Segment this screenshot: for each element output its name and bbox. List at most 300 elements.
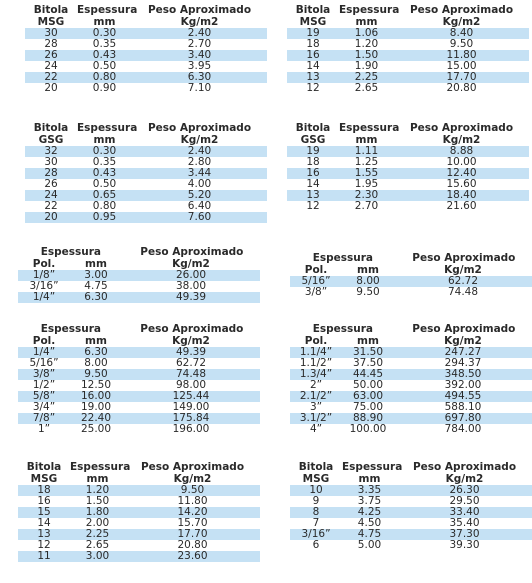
- header-peso: Peso Aproximado: [409, 122, 514, 134]
- table-cell: 0.43: [92, 49, 117, 61]
- table-row: [25, 157, 267, 168]
- table-header: [290, 252, 532, 264]
- table-cell: 35.40: [449, 517, 480, 529]
- table-row: [25, 168, 267, 179]
- table-cell: 7/8”: [32, 412, 56, 424]
- table-row: [290, 391, 532, 402]
- header-peso: Peso Aproximado: [412, 252, 516, 264]
- header-unit-kgm2: Kg/m2: [172, 258, 210, 270]
- table-cell: 20: [44, 211, 58, 223]
- table-cell: 49.39: [175, 346, 207, 358]
- header-peso: Peso Aproximado: [409, 4, 514, 16]
- header-unit-mm: mm: [357, 335, 379, 347]
- table-cell: 0.35: [92, 38, 117, 50]
- header-espessura: Espessura: [312, 252, 373, 264]
- table-cell: 392.00: [444, 379, 482, 391]
- table-cell: 0.35: [92, 156, 117, 168]
- table-cell: 6.30: [187, 71, 212, 83]
- table-cell: 4.75: [84, 280, 108, 292]
- table-cell: 1.11: [354, 145, 379, 157]
- table-cell: 0.80: [92, 71, 117, 83]
- header-unit-mm: mm: [86, 473, 109, 485]
- header-unit-mm: mm: [85, 258, 107, 270]
- table-cell: 2.65: [85, 539, 110, 551]
- table-row: [290, 496, 532, 507]
- header-peso: Peso Aproximado: [147, 4, 252, 16]
- table-cell: 0.65: [92, 189, 117, 201]
- header-espessura: Espessura: [77, 4, 138, 16]
- table-cell: 3/16”: [29, 280, 59, 292]
- table-cell: 12: [306, 82, 320, 94]
- table-cell: 247.27: [444, 346, 482, 358]
- table-cell: 20.80: [446, 82, 477, 94]
- table-cell: 8.00: [84, 357, 108, 369]
- table-msg-2: [287, 4, 529, 94]
- table-cell: 348.50: [444, 368, 482, 380]
- header-unit-kgm2: Kg/m2: [445, 473, 484, 485]
- table-cell: 25.00: [80, 423, 112, 435]
- header-espessura: Espessura: [70, 461, 131, 473]
- table-cell: 3”: [309, 401, 323, 413]
- table-cell: 4.50: [357, 517, 382, 529]
- table-msg-3: [18, 461, 260, 562]
- table-subheader: [287, 134, 529, 146]
- header-unit-pol: Pol.: [32, 335, 56, 347]
- table-cell: 4.00: [187, 178, 212, 190]
- table-cell: 14.20: [177, 506, 208, 518]
- header-peso: Peso Aproximado: [140, 461, 245, 473]
- table-cell: 9.50: [449, 38, 474, 50]
- table-msg-1: [25, 4, 267, 94]
- table-cell: 16: [37, 495, 51, 507]
- header-unit-kgm2: Kg/m2: [442, 134, 481, 146]
- table-cell: 3.40: [187, 49, 212, 61]
- table-row: [25, 179, 267, 190]
- table-cell: 14: [306, 60, 320, 72]
- table-cell: 1/4”: [32, 346, 56, 358]
- table-cell: 1/4”: [32, 291, 56, 303]
- header-espessura: Espessura: [312, 323, 373, 335]
- table-cell: 16.00: [80, 390, 112, 402]
- table-cell: 3/4”: [32, 401, 56, 413]
- table-row: [18, 507, 260, 518]
- table-row: [18, 529, 260, 540]
- table-cell: 39.30: [449, 539, 480, 551]
- table-cell: 26: [44, 178, 58, 190]
- table-cell: 0.30: [92, 145, 117, 157]
- table-cell: 88.90: [352, 412, 384, 424]
- table-cell: 30: [44, 156, 58, 168]
- table-cell: 5/16”: [301, 275, 331, 287]
- table-cell: 22.40: [80, 412, 112, 424]
- table-cell: 3.75: [357, 495, 382, 507]
- table-cell: 19.00: [80, 401, 112, 413]
- table-cell: 12: [37, 539, 51, 551]
- header-unit-msg: MSG: [37, 16, 65, 28]
- header-peso: Peso Aproximado: [412, 461, 517, 473]
- header-unit-kgm2: Kg/m2: [444, 264, 482, 276]
- table-cell: 4”: [309, 423, 323, 435]
- table-cell: 0.50: [92, 178, 117, 190]
- header-unit-gsg: GSG: [38, 134, 64, 146]
- table-row: [18, 518, 260, 529]
- header-espessura: Espessura: [339, 122, 400, 134]
- table-header: [25, 4, 267, 16]
- table-cell: 100.00: [349, 423, 387, 435]
- table-row: [287, 39, 529, 50]
- table-cell: 494.55: [444, 390, 482, 402]
- table-cell: 37.50: [352, 357, 384, 369]
- header-peso: Peso Aproximado: [412, 323, 516, 335]
- table-row: [25, 50, 267, 61]
- header-espessura: Espessura: [40, 323, 101, 335]
- table-cell: 15.00: [446, 60, 477, 72]
- table-cell: 13: [37, 528, 51, 540]
- table-cell: 24: [44, 60, 58, 72]
- header-unit-kgm2: Kg/m2: [180, 134, 219, 146]
- table-cell: 20: [44, 82, 58, 94]
- table-cell: 2.1/2”: [299, 390, 333, 402]
- table-row: [25, 190, 267, 201]
- header-peso: Peso Aproximado: [140, 323, 244, 335]
- table-cell: 31.50: [352, 346, 384, 358]
- table-cell: 74.48: [175, 368, 207, 380]
- table-cell: 10.00: [446, 156, 477, 168]
- table-row: [25, 146, 267, 157]
- table-cell: 38.00: [175, 280, 207, 292]
- table-header: [25, 122, 267, 134]
- table-header: [18, 323, 260, 335]
- table-cell: 63.00: [352, 390, 384, 402]
- header-unit-mm: mm: [93, 16, 116, 28]
- table-cell: 44.45: [352, 368, 384, 380]
- table-cell: 13: [306, 189, 320, 201]
- header-unit-pol: Pol.: [32, 258, 56, 270]
- table-cell: 294.37: [444, 357, 482, 369]
- table-subheader: [290, 473, 532, 485]
- table-header: [290, 323, 532, 335]
- table-row: [287, 83, 529, 94]
- table-row: [287, 157, 529, 168]
- table-cell: 62.72: [447, 275, 479, 287]
- table-cell: 62.72: [175, 357, 207, 369]
- table-row: [290, 424, 532, 435]
- table-cell: 5/8”: [32, 390, 56, 402]
- table-cell: 14: [37, 517, 51, 529]
- table-row: [18, 496, 260, 507]
- header-unit-msg: MSG: [299, 16, 327, 28]
- table-subheader: [287, 16, 529, 28]
- table-cell: 26: [44, 49, 58, 61]
- table-cell: 1.95: [354, 178, 379, 190]
- table-cell: 29.50: [449, 495, 480, 507]
- table-cell: 22: [44, 200, 58, 212]
- header-unit-mm: mm: [85, 335, 107, 347]
- table-cell: 0.90: [92, 82, 117, 94]
- header-unit-mm: mm: [357, 264, 379, 276]
- table-row: [18, 551, 260, 562]
- table-cell: 1.1/4”: [299, 346, 333, 358]
- table-row: [287, 50, 529, 61]
- table-header: [287, 122, 529, 134]
- table-gsg-2: [287, 122, 529, 212]
- table-cell: 2.25: [354, 71, 379, 83]
- table-row: [18, 540, 260, 551]
- table-header: [18, 461, 260, 473]
- table-cell: 3/8”: [304, 286, 328, 298]
- table-cell: 6.30: [84, 291, 108, 303]
- table-cell: 98.00: [175, 379, 207, 391]
- table-cell: 4.25: [357, 506, 382, 518]
- header-unit-mm: mm: [355, 134, 378, 146]
- table-row: [290, 507, 532, 518]
- table-cell: 1.3/4”: [299, 368, 333, 380]
- table-cell: 8.00: [356, 275, 380, 287]
- table-cell: 588.10: [444, 401, 482, 413]
- header-bitola: Bitola: [33, 4, 69, 16]
- header-unit-kgm2: Kg/m2: [180, 16, 219, 28]
- table-cell: 14: [306, 178, 320, 190]
- table-cell: 26.30: [449, 484, 480, 496]
- table-row: [18, 485, 260, 496]
- table-cell: 3.44: [187, 167, 212, 179]
- header-peso: Peso Aproximado: [147, 122, 252, 134]
- table-cell: 2.00: [85, 517, 110, 529]
- table-cell: 784.00: [444, 423, 482, 435]
- table-row: [25, 28, 267, 39]
- table-row: [18, 292, 260, 303]
- header-unit-kgm2: Kg/m2: [442, 16, 481, 28]
- table-cell: 149.00: [172, 401, 210, 413]
- table-cell: 12: [306, 200, 320, 212]
- table-cell: 50.00: [352, 379, 384, 391]
- table-cell: 28: [44, 167, 58, 179]
- header-unit-kgm2: Kg/m2: [172, 335, 210, 347]
- table-cell: 1.55: [354, 167, 379, 179]
- header-unit-mm: mm: [93, 134, 116, 146]
- table-row: [25, 83, 267, 94]
- table-row: [290, 485, 532, 496]
- table-cell: 3/8”: [32, 368, 56, 380]
- table-cell: 18: [306, 156, 320, 168]
- table-cell: 11.80: [446, 49, 477, 61]
- table-row: [25, 212, 267, 223]
- table-cell: 1.50: [354, 49, 379, 61]
- table-cell: 2.65: [354, 82, 379, 94]
- table-cell: 15.70: [177, 517, 208, 529]
- header-unit-msg: MSG: [30, 473, 58, 485]
- header-espessura: Espessura: [40, 246, 101, 258]
- table-cell: 1.20: [354, 38, 379, 50]
- table-row: [25, 201, 267, 212]
- table-row: [287, 179, 529, 190]
- table-cell: 2.25: [85, 528, 110, 540]
- table-pol-1: [18, 246, 260, 303]
- table-cell: 18: [37, 484, 51, 496]
- table-cell: 26.00: [175, 269, 207, 281]
- table-cell: 2.40: [187, 27, 212, 39]
- table-cell: 49.39: [175, 291, 207, 303]
- table-cell: 1.50: [85, 495, 110, 507]
- table-subheader: [25, 16, 267, 28]
- table-cell: 1.06: [354, 27, 379, 39]
- table-subheader: [25, 134, 267, 146]
- header-unit-mm: mm: [355, 16, 378, 28]
- header-espessura: Espessura: [77, 122, 138, 134]
- table-cell: 8.88: [449, 145, 474, 157]
- table-cell: 24: [44, 189, 58, 201]
- table-row: [290, 369, 532, 380]
- table-cell: 22: [44, 71, 58, 83]
- table-cell: 32: [44, 145, 58, 157]
- header-unit-msg: MSG: [302, 473, 330, 485]
- table-cell: 2”: [309, 379, 323, 391]
- table-cell: 3.00: [85, 550, 110, 562]
- table-cell: 0.30: [92, 27, 117, 39]
- table-cell: 1”: [37, 423, 51, 435]
- table-cell: 5.20: [187, 189, 212, 201]
- table-cell: 2.40: [187, 145, 212, 157]
- table-cell: 23.60: [177, 550, 208, 562]
- header-bitola: Bitola: [295, 122, 331, 134]
- table-cell: 4.75: [357, 528, 382, 540]
- table-cell: 15: [37, 506, 51, 518]
- table-header: [290, 461, 532, 473]
- table-cell: 16: [306, 167, 320, 179]
- table-cell: 7: [312, 517, 320, 529]
- table-cell: 18: [306, 38, 320, 50]
- table-cell: 33.40: [449, 506, 480, 518]
- table-cell: 0.43: [92, 167, 117, 179]
- table-cell: 75.00: [352, 401, 384, 413]
- header-peso: Peso Aproximado: [140, 246, 244, 258]
- table-pol-4: [290, 323, 532, 435]
- table-cell: 1/8”: [32, 269, 56, 281]
- table-cell: 18.40: [446, 189, 477, 201]
- table-cell: 6.30: [84, 346, 108, 358]
- table-pol-3: [18, 323, 260, 435]
- table-cell: 1/2”: [32, 379, 56, 391]
- table-header: [18, 246, 260, 258]
- table-row: [287, 28, 529, 39]
- table-cell: 16: [306, 49, 320, 61]
- table-row: [287, 72, 529, 83]
- table-cell: 74.48: [447, 286, 479, 298]
- table-cell: 7.10: [187, 82, 212, 94]
- table-row: [287, 168, 529, 179]
- table-row: [290, 287, 532, 298]
- header-unit-kgm2: Kg/m2: [444, 335, 482, 347]
- table-cell: 8: [312, 506, 320, 518]
- table-cell: 1.1/2”: [299, 357, 333, 369]
- table-row: [25, 61, 267, 72]
- table-cell: 1.20: [85, 484, 110, 496]
- table-cell: 3/16”: [301, 528, 331, 540]
- table-row: [18, 424, 260, 435]
- header-unit-pol: Pol.: [304, 335, 328, 347]
- header-unit-mm: mm: [358, 473, 381, 485]
- table-cell: 12.50: [80, 379, 112, 391]
- table-cell: 0.80: [92, 200, 117, 212]
- table-cell: 6: [312, 539, 320, 551]
- table-cell: 0.50: [92, 60, 117, 72]
- table-row: [287, 190, 529, 201]
- table-cell: 5/16”: [29, 357, 59, 369]
- table-cell: 28: [44, 38, 58, 50]
- table-cell: 15.60: [446, 178, 477, 190]
- table-row: [25, 39, 267, 50]
- table-pol-2: [290, 252, 532, 298]
- table-cell: 3.35: [357, 484, 382, 496]
- table-cell: 19: [306, 145, 320, 157]
- table-cell: 3.1/2”: [299, 412, 333, 424]
- table-cell: 7.60: [187, 211, 212, 223]
- table-cell: 21.60: [446, 200, 477, 212]
- table-row: [287, 201, 529, 212]
- table-cell: 2.30: [354, 189, 379, 201]
- table-header: [287, 4, 529, 16]
- table-cell: 11: [37, 550, 51, 562]
- table-row: [18, 413, 260, 424]
- table-cell: 697.80: [444, 412, 482, 424]
- table-cell: 20.80: [177, 539, 208, 551]
- header-unit-gsg: GSG: [300, 134, 326, 146]
- table-cell: 9.50: [356, 286, 380, 298]
- table-cell: 2.80: [187, 156, 212, 168]
- table-cell: 1.80: [85, 506, 110, 518]
- table-row: [287, 146, 529, 157]
- table-cell: 2.70: [354, 200, 379, 212]
- table-cell: 10: [309, 484, 323, 496]
- table-cell: 8.40: [449, 27, 474, 39]
- table-row: [290, 529, 532, 540]
- header-espessura: Espessura: [339, 4, 400, 16]
- header-unit-pol: Pol.: [304, 264, 328, 276]
- header-bitola: Bitola: [298, 461, 334, 473]
- table-cell: 1.25: [354, 156, 379, 168]
- table-msg-4: [290, 461, 532, 551]
- table-cell: 2.70: [187, 38, 212, 50]
- header-bitola: Bitola: [33, 122, 69, 134]
- header-bitola: Bitola: [26, 461, 62, 473]
- table-cell: 3.95: [187, 60, 212, 72]
- table-cell: 37.30: [449, 528, 480, 540]
- header-espessura: Espessura: [342, 461, 403, 473]
- table-cell: 9.50: [84, 368, 108, 380]
- table-cell: 1.90: [354, 60, 379, 72]
- table-cell: 175.84: [172, 412, 210, 424]
- table-cell: 196.00: [172, 423, 210, 435]
- table-row: [25, 72, 267, 83]
- table-cell: 19: [306, 27, 320, 39]
- table-subheader: [18, 473, 260, 485]
- table-cell: 6.40: [187, 200, 212, 212]
- table-cell: 0.95: [92, 211, 117, 223]
- table-cell: 17.70: [177, 528, 208, 540]
- table-cell: 30: [44, 27, 58, 39]
- header-unit-kgm2: Kg/m2: [173, 473, 212, 485]
- table-cell: 3.00: [84, 269, 108, 281]
- table-cell: 5.00: [357, 539, 382, 551]
- table-row: [290, 540, 532, 551]
- table-cell: 125.44: [172, 390, 210, 402]
- table-row: [287, 61, 529, 72]
- table-row: [290, 413, 532, 424]
- table-cell: 11.80: [177, 495, 208, 507]
- table-gsg-1: [25, 122, 267, 223]
- table-cell: 17.70: [446, 71, 477, 83]
- table-cell: 13: [306, 71, 320, 83]
